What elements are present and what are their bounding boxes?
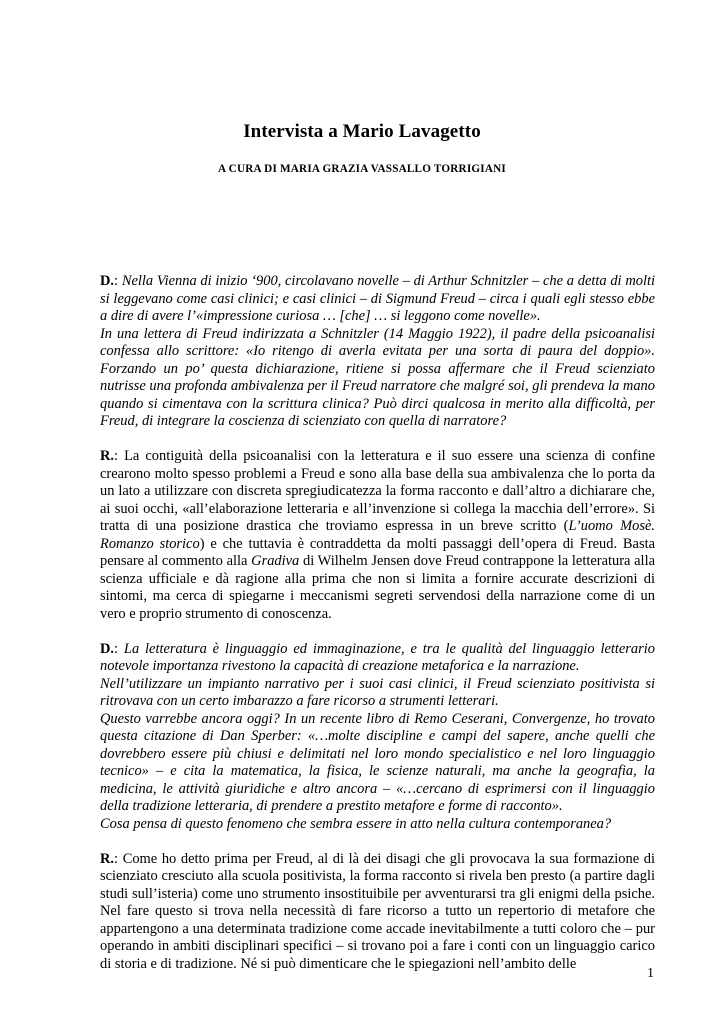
speaker-label: D. [100,273,115,289]
speaker-separator: : [114,273,122,289]
speaker-separator: : [114,850,123,867]
document-title: Intervista a Mario Lavagetto [243,121,481,142]
question-text: Nell’utilizzare un impianto narrativo per i suoi casi clinici, il Freud scienziato positivista si ritrovava con un certo imbarazzo a fare ricorso a strumenti letterari. [100,675,655,709]
question-paragraph [100,273,655,431]
speaker-label: R. [100,448,115,464]
interview-body [100,273,655,991]
page-number: 1 [647,966,654,981]
book-title: L’uomo Mosè. Romanzo storico [100,518,656,552]
question-text: In una lettera di Freud indirizzata a Schnitzler (14 Maggio 1922), il padre della psicoanalisi confessa allo scrittore: «Io ritengo di averla evitata per una sorta di paura del doppio». Forzando un po’ questa dichiarazione, ritiene si possa affermare che il Freud scienziato nutrisse una profonda ambivalenza per il Freud narratore che malgré soi, gli prendeva la mano quando si cimentava con la scrittura clinica? Può dirci qualcosa in merito alla difficoltà, per Freud, di integrare la coscienza di scienziato con quella di narratore? [100,325,655,429]
speaker-separator: : [114,448,125,464]
question-text: Questo varrebbe ancora oggi? In un recente libro di Remo Ceserani, Convergenze, ho trovato questa citazione di Dan Sperber: «…molte discipline e campi del sapere, anche quelli che dovrebbero essere più chiusi e delimitati nel loro mondo specialistico e nel loro linguaggio tecnico» – e cita la matematica, la fisica, le scienze naturali, ma anche la geografia, la medicina, le attività giuridiche e altro ancora – «…cercano di esprimersi con il linguaggio della tradizione letteraria, di prendere a prestito metafore e forme di racconto». [100,710,655,814]
question-text: La letteratura è linguaggio ed immaginazione, e tra le qualità del linguaggio letterario notevole importanza rivestono la capacità di creazione metaforica e la narrazione. [100,640,655,674]
question-text: Nella Vienna di inizio ‘900, circolavano novelle – di Arthur Schnitzler – che a detta di molti si leggevano come casi clinici; e casi clinici – di Sigmund Freud – circa i quali egli stesso ebbe a dire di avere l’«impressione curiosa … [che] … si leggono come novelle». [100,273,655,324]
answer-text: La contiguità della psicoanalisi con la letteratura e il suo essere una scienza di confine crearono molto spesso problemi a Freud e sono alla base della sua ambivalenza che lo porta da un lato a utilizzare con discreta spregiudicatezza la forma racconto e dall’altro a dichiarare che, ai suoi occhi, «all’elaborazione letteraria e all’invenzione si collega la macchia dell’errore». Si tratta di una posizione drastica che troviamo espressa in un breve scritto ( [100,448,656,534]
answer-text: di Wilhelm Jensen dove Freud contrappone la letteratura alla scienza ufficiale e dà ragione alla prima che non si limita a fornire accurate descrizioni di sintomi, ma cerca di spiegarne i meccanismi segreti servendosi della narrazione come di un vero e proprio strumento di conoscenza. [100,553,655,622]
speaker-label: R. [100,850,115,867]
question-paragraph [100,641,655,834]
speaker-label: D. [100,640,115,657]
answer-text: Come ho detto prima per Freud, al di là dei disagi che gli provocava la sua formazione di scienziato cresciuto alla scuola positivista, la forma racconto si rivela ben presto (a partire dagli studi sull’isteria) come uno strumento insostituibile per avventurarsi tra gli enigmi della psiche. Nel fare questo si trova nella necessità di fare ricorso a tutto un repertorio di metafore che appartengono a una determinata tradizione come accade inevitabilmente a tutti coloro che – pur operando in ambiti disciplinari specifici – si trovano poi a fare i conti con un linguaggio carico di storia e di tradizione. Né si può dimenticare che le spiegazioni nell’ambito delle [100,850,655,972]
document-subtitle: A CURA DI MARIA GRAZIA VASSALLO TORRIGIANI [218,163,506,175]
book-title: Gradiva [251,553,300,569]
answer-text: ) e che tuttavia è contraddetta da molti passaggi dell’opera di Freud. Basta pensare al commento alla [100,535,655,569]
speaker-separator: : [114,640,124,657]
answer-paragraph [100,448,655,623]
question-text: Cosa pensa di questo fenomeno che sembra essere in atto nella cultura contemporanea? [100,815,612,832]
answer-paragraph [100,851,655,974]
